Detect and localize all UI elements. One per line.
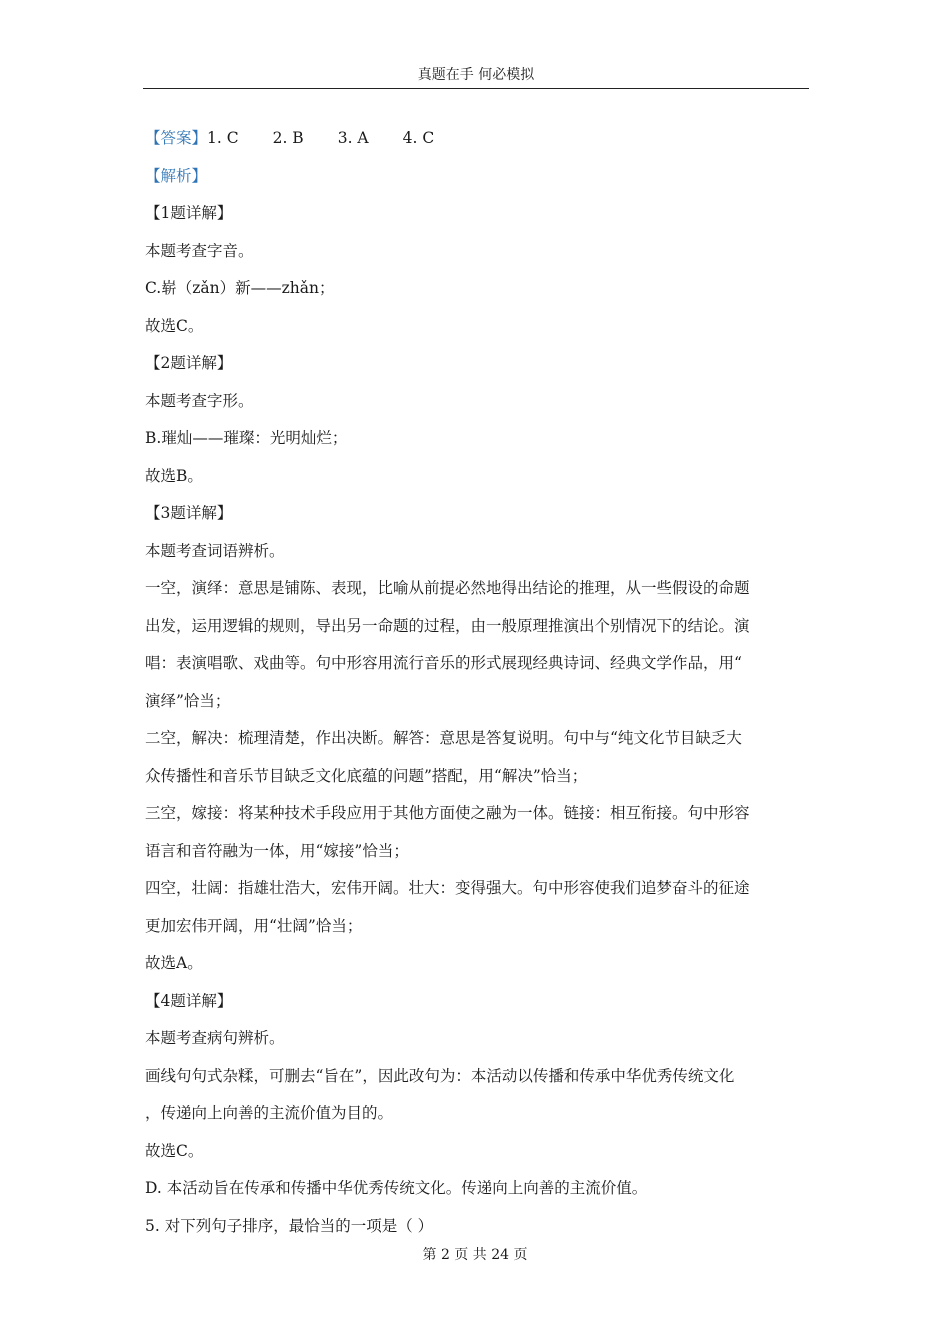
q4-line: 本题考查病句辨析。 [145, 1029, 285, 1047]
answer-item: 1. C [207, 129, 239, 147]
q3-line: 一空，演绎：意思是铺陈、表现，比喻从前提必然地得出结论的推理，从一些假设的命题 [145, 579, 750, 597]
q3-line: 本题考查词语辨析。 [145, 541, 285, 560]
q1-line: 本题考查字音。 [145, 241, 254, 260]
q4-heading: 【4题详解】 [145, 991, 233, 1010]
q3-line: 三空，嫁接：将某种技术手段应用于其他方面使之融为一体。链接：相互衔接。句中形容 [145, 804, 750, 822]
q3-line: 唱：表演唱歌、戏曲等。句中形容用流行音乐的形式展现经典诗词、经典文学作品，用“ [145, 654, 742, 672]
q1-heading: 【1题详解】 [145, 204, 233, 222]
q4-line: 故选C。 [145, 1141, 204, 1160]
q4-line: D. 本活动旨在传承和传播中华优秀传统文化。传递向上向善的主流价值。 [145, 1179, 648, 1197]
q2-line: 故选B。 [145, 466, 203, 485]
q2-heading: 【2题详解】 [145, 354, 233, 372]
analysis-label: 【解析】 [145, 166, 208, 185]
page-header: 真题在手 何必模拟 [417, 67, 535, 83]
answer-item: 2. B [272, 129, 304, 147]
answer-line [145, 120, 805, 158]
q3-line: 语言和音符融为一体，用“嫁接”恰当； [145, 841, 409, 860]
q4-line: 画线句句式杂糅，可删去“旨在”，因此改句为：本活动以传播和传承中华优秀传统文化 [145, 1066, 735, 1085]
q3-line: 众传播性和音乐节目缺乏文化底蕴的问题”搭配，用“解决”恰当； [145, 766, 588, 785]
q3-line: 更加宏伟开阔，用“壮阔”恰当； [145, 916, 363, 935]
q5-question: 5. 对下列句子排序，最恰当的一项是（ ） [145, 1216, 434, 1235]
q1-line: 故选C。 [145, 316, 204, 335]
answer-item: 3. A [337, 129, 369, 147]
q2-line: B.璀灿——璀璨：光明灿烂； [145, 429, 348, 447]
answer-label: 【答案】 [145, 129, 208, 147]
page-content [145, 120, 805, 1245]
q3-line: 四空，壮阔：指雄壮浩大，宏伟开阔。壮大：变得强大。句中形容使我们追梦奋斗的征途 [145, 879, 750, 897]
q2-line: 本题考查字形。 [145, 391, 254, 410]
q3-line: 出发，运用逻辑的规则，导出另一命题的过程，由一般原理推演出个别情况下的结论。演 [145, 616, 750, 635]
q4-line: ，传递向上向善的主流价值为目的。 [145, 1104, 394, 1122]
q3-line: 演绎”恰当； [145, 691, 231, 710]
q3-line: 故选A。 [145, 954, 203, 972]
q1-line: C.崭（zǎn）新——zhǎn； [145, 279, 335, 297]
q3-line: 二空，解决：梳理清楚，作出决断。解答：意思是答复说明。句中与“纯文化节目缺乏大 [145, 729, 742, 747]
page-number: 第 2 页 共 24 页 [422, 1247, 528, 1263]
answer-item: 4. C [402, 129, 435, 147]
header-rule [143, 88, 809, 89]
q3-heading: 【3题详解】 [145, 504, 233, 522]
